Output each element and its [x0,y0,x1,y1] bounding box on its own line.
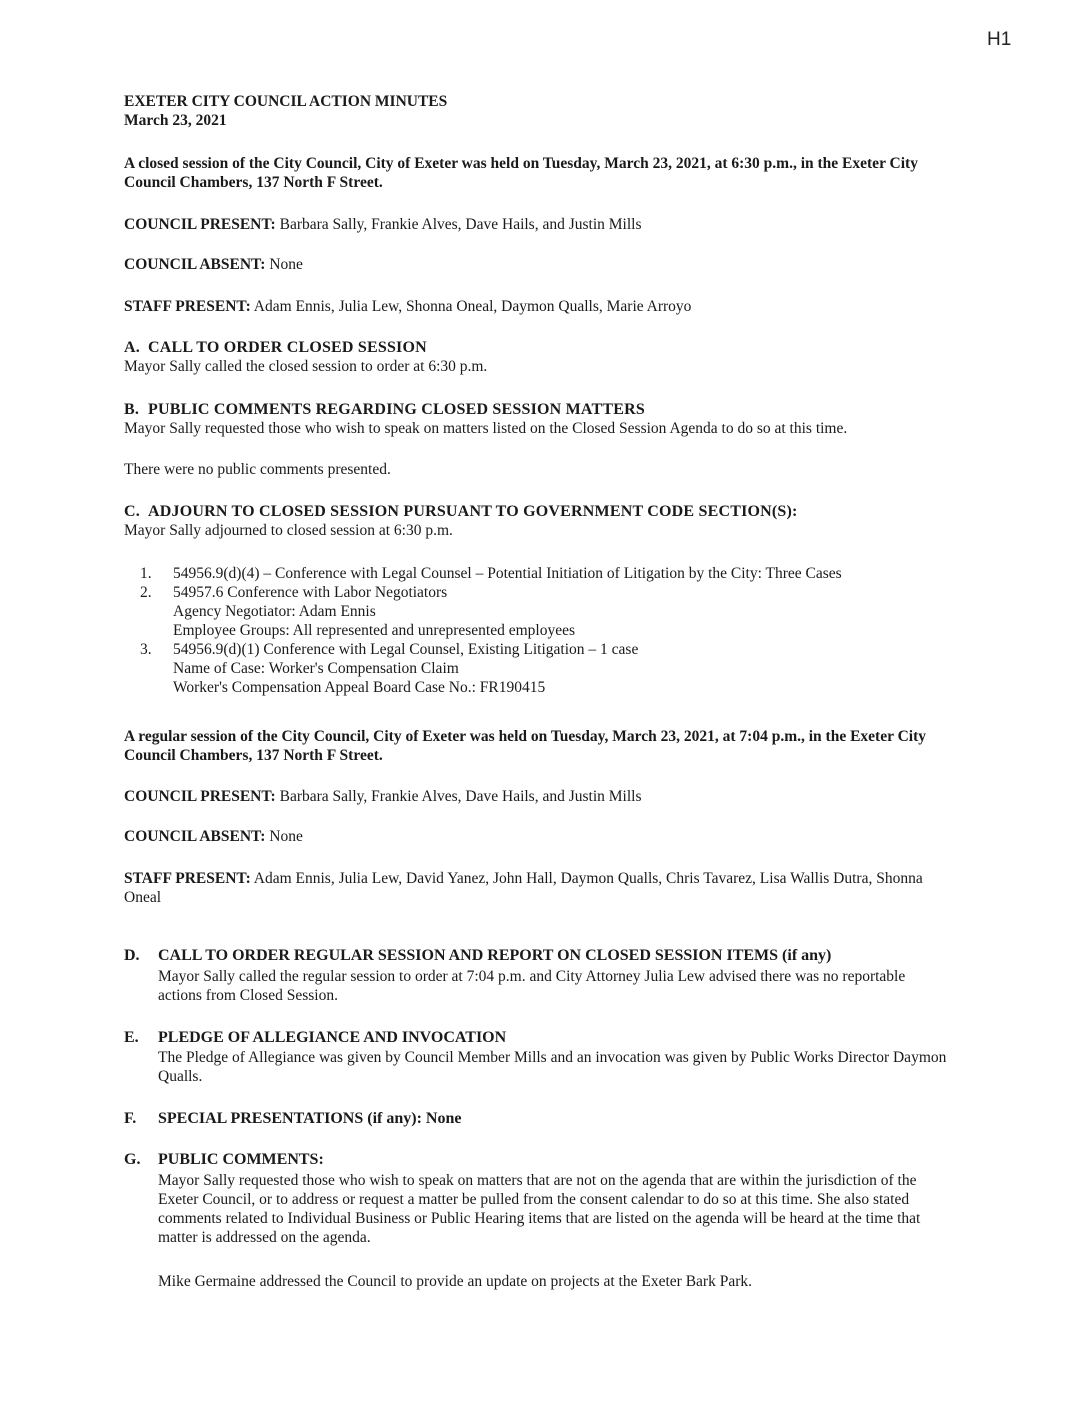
document-title [124,92,954,130]
closed-council-absent-value: None [269,256,303,273]
section-a [124,338,954,376]
regular-council-present-value: Barbara Sally, Frankie Alves, Dave Hails, and Justin Mills [279,788,642,805]
section-e-body: The Pledge of Allegiance was given by Council Member Mills and an invocation was given by Public Works Director Daymon Qualls. [158,1048,947,1085]
closed-council-present-label: COUNCIL PRESENT: [124,216,276,233]
section-c [124,502,954,540]
list-item-number: 2. [140,584,152,601]
section-f-title: SPECIAL PRESENTATIONS (if any): None [158,1110,462,1127]
section-f-heading [124,1109,954,1128]
list-item-line: Worker's Compensation Appeal Board Case No.: FR190415 [173,679,546,696]
minutes-title: EXETER CITY COUNCIL ACTION MINUTES [124,93,448,110]
closed-staff-present-value: Adam Ennis, Julia Lew, Shonna Oneal, Daymon Qualls, Marie Arroyo [253,298,692,315]
regular-council-absent [124,827,954,846]
regular-staff-present-label: STAFF PRESENT: [124,870,251,887]
list-item [140,640,940,697]
regular-council-present [124,787,954,806]
regular-council-absent-value: None [269,828,303,845]
section-g-title: PUBLIC COMMENTS: [158,1151,324,1168]
section-d-heading [124,946,954,965]
list-item [140,564,940,583]
regular-session-intro: A regular session of the City Council, City of Exeter was held on Tuesday, March 23, 2021, at 7:04 p.m., in the Exeter City Council Chambers, 137 North F Street. [124,728,926,764]
closed-session-intro: A closed session of the City Council, City of Exeter was held on Tuesday, March 23, 2021, at 6:30 p.m., in the Exeter City Council Chambers, 137 North F Street. [124,155,918,191]
closed-council-absent-label: COUNCIL ABSENT: [124,256,266,273]
section-b-heading [124,400,954,419]
minutes-date: March 23, 2021 [124,112,227,129]
section-d-letter: D. [124,947,140,964]
list-item-line: 54956.9(d)(4) – Conference with Legal Counsel – Potential Initiation of Litigation by the City: Three Cases [173,565,842,582]
page-marker: H1 [987,29,1012,50]
section-c-letter: C. [124,503,140,520]
section-a-body: Mayor Sally called the closed session to order at 6:30 p.m. [124,358,488,375]
section-e-letter: E. [124,1029,139,1046]
section-b-body: Mayor Sally requested those who wish to speak on matters listed on the Closed Session Agenda to do so at this time. [124,420,848,437]
list-item-number: 3. [140,641,152,658]
section-c-heading [124,502,954,521]
closed-council-present [124,215,954,234]
section-c-title: ADJOURN TO CLOSED SESSION PURSUANT TO GOVERNMENT CODE SECTION(S): [148,503,798,520]
closed-council-absent [124,255,954,274]
section-g-speaker: Mike Germaine addressed the Council to provide an update on projects at the Exeter Bark Park. [158,1272,752,1290]
list-item-line: Employee Groups: All represented and unrepresented employees [173,622,576,639]
regular-staff-present-value: Adam Ennis, Julia Lew, David Yanez, John Hall, Daymon Qualls, Chris Tavarez, Lisa Wallis Dutra, Shonna Oneal [124,870,923,906]
section-b-no-comments: There were no public comments presented. [124,461,391,478]
closed-council-present-value: Barbara Sally, Frankie Alves, Dave Hails, and Justin Mills [279,216,642,233]
regular-staff-present [124,869,954,907]
section-a-heading [124,338,954,357]
closed-session-items [140,564,940,697]
list-item-line: 54957.6 Conference with Labor Negotiators [173,584,448,601]
section-a-title: CALL TO ORDER CLOSED SESSION [148,339,427,356]
section-e-title: PLEDGE OF ALLEGIANCE AND INVOCATION [158,1029,507,1046]
section-g-letter: G. [124,1151,141,1168]
regular-council-absent-label: COUNCIL ABSENT: [124,828,266,845]
section-g-body: Mayor Sally requested those who wish to speak on matters that are not on the agenda that are within the jurisdiction of the Exeter Council, or to address or request a matter be pulled from the consent calendar to do so at this time. She also stated comments related to Individual Business or Public Hearing items that are listed on the agenda will be heard at the time that matter is addressed on the agenda. [158,1171,921,1246]
list-item-line: Name of Case: Worker's Compensation Claim [173,660,459,677]
closed-staff-present [124,297,954,316]
section-d-body: Mayor Sally called the regular session to order at 7:04 p.m. and City Attorney Julia Lew advised there was no reportable actions from Closed Session. [158,967,906,1004]
section-b-title: PUBLIC COMMENTS REGARDING CLOSED SESSION MATTERS [148,401,645,418]
section-f-letter: F. [124,1110,137,1127]
list-item-number: 1. [140,565,152,582]
section-b-letter: B. [124,401,140,418]
section-e-heading [124,1028,954,1047]
regular-council-present-label: COUNCIL PRESENT: [124,788,276,805]
closed-staff-present-label: STAFF PRESENT: [124,298,251,315]
list-item-line: 54956.9(d)(1) Conference with Legal Counsel, Existing Litigation – 1 case [173,641,639,658]
list-item-line: Agency Negotiator: Adam Ennis [173,603,376,620]
section-c-body: Mayor Sally adjourned to closed session at 6:30 p.m. [124,522,453,539]
section-d-title: CALL TO ORDER REGULAR SESSION AND REPORT ON CLOSED SESSION ITEMS (if any) [158,947,832,964]
section-g-heading [124,1150,954,1169]
section-b [124,400,954,438]
list-item [140,583,940,640]
section-a-letter: A. [124,339,140,356]
